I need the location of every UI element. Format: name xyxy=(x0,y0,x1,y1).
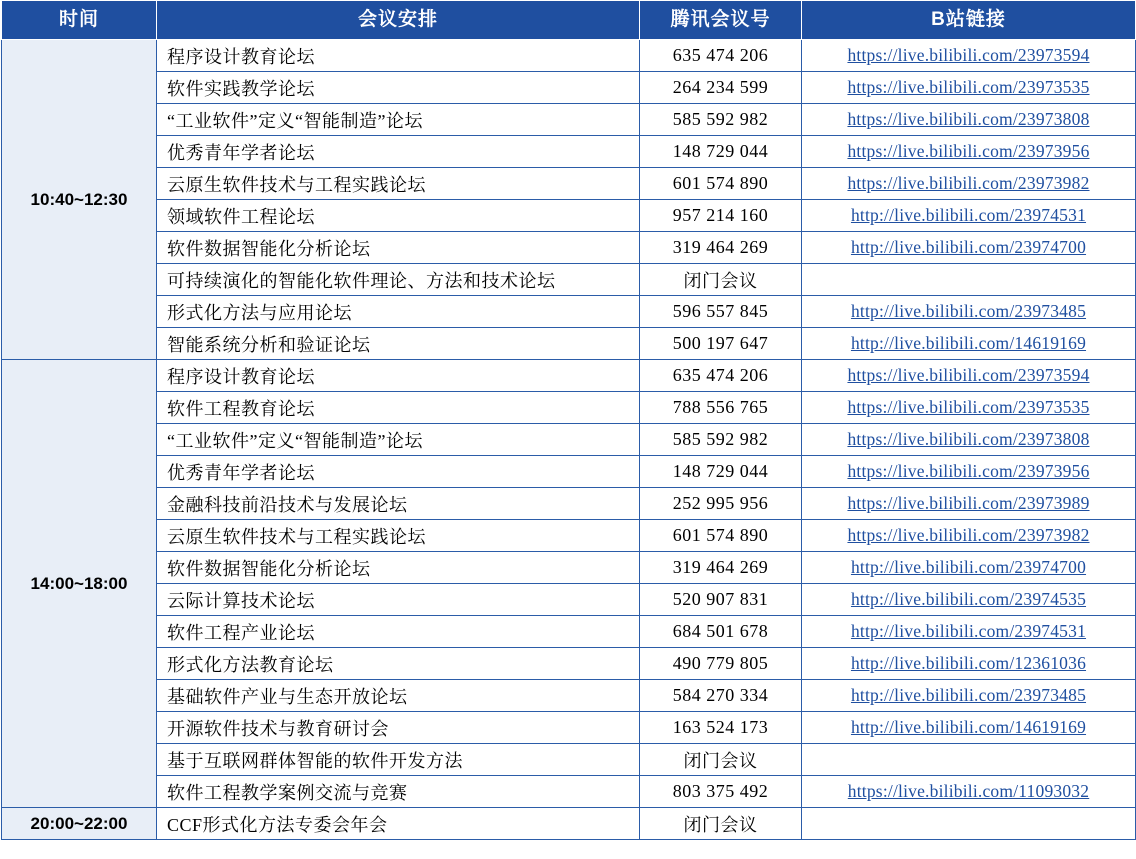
table-row xyxy=(2,104,1136,136)
bilibili-link-cell[interactable] xyxy=(802,72,1136,104)
table-row xyxy=(2,360,1136,392)
table-row xyxy=(2,616,1136,648)
bilibili-link[interactable]: https://live.bilibili.com/23973956 xyxy=(847,461,1090,481)
bilibili-link[interactable]: http://live.bilibili.com/12361036 xyxy=(850,653,1087,673)
bilibili-link-cell[interactable] xyxy=(802,776,1136,808)
bilibili-link-cell[interactable] xyxy=(802,520,1136,552)
bilibili-link[interactable]: https://live.bilibili.com/23973594 xyxy=(847,45,1090,65)
bilibili-link[interactable]: https://live.bilibili.com/23973594 xyxy=(847,365,1090,385)
table-row xyxy=(2,808,1136,840)
bilibili-link[interactable]: http://live.bilibili.com/23974535 xyxy=(850,589,1087,609)
table-row xyxy=(2,552,1136,584)
forum-name-cell: 软件工程教育论坛 xyxy=(157,392,640,424)
table-row xyxy=(2,200,1136,232)
meeting-id-cell: 585 592 982 xyxy=(640,424,802,456)
meeting-id-cell: 闭门会议 xyxy=(640,808,802,840)
meeting-id-cell: 803 375 492 xyxy=(640,776,802,808)
bilibili-link[interactable]: http://live.bilibili.com/23973485 xyxy=(850,301,1087,321)
col-meeting-id: 腾讯会议号 xyxy=(640,1,802,40)
table-row xyxy=(2,456,1136,488)
table-row xyxy=(2,72,1136,104)
bilibili-link-cell[interactable] xyxy=(802,424,1136,456)
bilibili-link-cell[interactable] xyxy=(802,648,1136,680)
bilibili-link-cell xyxy=(802,808,1136,840)
table-body xyxy=(2,40,1136,840)
bilibili-link-cell xyxy=(802,744,1136,776)
meeting-id-cell: 584 270 334 xyxy=(640,680,802,712)
meeting-id-cell: 596 557 845 xyxy=(640,296,802,328)
bilibili-link-cell xyxy=(802,264,1136,296)
meeting-id-cell: 635 474 206 xyxy=(640,40,802,72)
table-row xyxy=(2,392,1136,424)
bilibili-link[interactable]: https://live.bilibili.com/23973808 xyxy=(847,109,1090,129)
forum-name-cell: 程序设计教育论坛 xyxy=(157,360,640,392)
table-row xyxy=(2,328,1136,360)
bilibili-link-cell[interactable] xyxy=(802,328,1136,360)
bilibili-link[interactable]: http://live.bilibili.com/23974531 xyxy=(850,205,1087,225)
forum-name-cell: 程序设计教育论坛 xyxy=(157,40,640,72)
forum-name-cell: 软件工程教学案例交流与竞赛 xyxy=(157,776,640,808)
meeting-id-cell: 148 729 044 xyxy=(640,456,802,488)
forum-name-cell: 云原生软件技术与工程实践论坛 xyxy=(157,520,640,552)
bilibili-link-cell[interactable] xyxy=(802,584,1136,616)
bilibili-link[interactable]: http://live.bilibili.com/14619169 xyxy=(850,717,1087,737)
time-slot-cell: 10:40~12:30 xyxy=(2,40,157,360)
meeting-id-cell: 788 556 765 xyxy=(640,392,802,424)
forum-name-cell: 优秀青年学者论坛 xyxy=(157,456,640,488)
table-row xyxy=(2,520,1136,552)
bilibili-link-cell[interactable] xyxy=(802,40,1136,72)
forum-name-cell: 金融科技前沿技术与发展论坛 xyxy=(157,488,640,520)
table-row xyxy=(2,296,1136,328)
meeting-id-cell: 635 474 206 xyxy=(640,360,802,392)
table-row xyxy=(2,776,1136,808)
bilibili-link[interactable]: https://live.bilibili.com/11093032 xyxy=(847,781,1090,801)
meeting-id-cell: 601 574 890 xyxy=(640,168,802,200)
table-row xyxy=(2,648,1136,680)
meeting-id-cell: 490 779 805 xyxy=(640,648,802,680)
table-row xyxy=(2,744,1136,776)
table-row xyxy=(2,168,1136,200)
bilibili-link-cell[interactable] xyxy=(802,104,1136,136)
meeting-id-cell: 252 995 956 xyxy=(640,488,802,520)
forum-name-cell: 形式化方法教育论坛 xyxy=(157,648,640,680)
meeting-id-cell: 264 234 599 xyxy=(640,72,802,104)
table-row xyxy=(2,264,1136,296)
bilibili-link[interactable]: http://live.bilibili.com/23974700 xyxy=(850,557,1087,577)
bilibili-link-cell[interactable] xyxy=(802,712,1136,744)
bilibili-link-cell[interactable] xyxy=(802,200,1136,232)
col-forum: 会议安排 xyxy=(157,1,640,40)
bilibili-link-cell[interactable] xyxy=(802,296,1136,328)
forum-name-cell: 智能系统分析和验证论坛 xyxy=(157,328,640,360)
bilibili-link[interactable]: https://live.bilibili.com/23973982 xyxy=(847,525,1090,545)
forum-name-cell: 基于互联网群体智能的软件开发方法 xyxy=(157,744,640,776)
table-header xyxy=(2,1,1136,40)
col-bilibili-link: B站链接 xyxy=(802,1,1136,40)
forum-name-cell: 领域软件工程论坛 xyxy=(157,200,640,232)
meeting-id-cell: 闭门会议 xyxy=(640,264,802,296)
forum-name-cell: 云原生软件技术与工程实践论坛 xyxy=(157,168,640,200)
forum-name-cell: 软件工程产业论坛 xyxy=(157,616,640,648)
forum-name-cell: 软件数据智能化分析论坛 xyxy=(157,552,640,584)
bilibili-link-cell[interactable] xyxy=(802,616,1136,648)
bilibili-link[interactable]: https://live.bilibili.com/23973535 xyxy=(847,397,1090,417)
forum-name-cell: 软件数据智能化分析论坛 xyxy=(157,232,640,264)
bilibili-link[interactable]: https://live.bilibili.com/23973808 xyxy=(847,429,1090,449)
forum-name-cell: 开源软件技术与教育研讨会 xyxy=(157,712,640,744)
meeting-id-cell: 闭门会议 xyxy=(640,744,802,776)
bilibili-link-cell[interactable] xyxy=(802,360,1136,392)
table-row xyxy=(2,136,1136,168)
meeting-id-cell: 148 729 044 xyxy=(640,136,802,168)
header-row xyxy=(2,1,1136,40)
table-row xyxy=(2,232,1136,264)
bilibili-link[interactable]: https://live.bilibili.com/23973982 xyxy=(847,173,1090,193)
meeting-id-cell: 601 574 890 xyxy=(640,520,802,552)
table-row xyxy=(2,584,1136,616)
time-slot-cell: 20:00~22:00 xyxy=(2,808,157,840)
forum-name-cell: 优秀青年学者论坛 xyxy=(157,136,640,168)
bilibili-link-cell[interactable] xyxy=(802,232,1136,264)
meeting-id-cell: 163 524 173 xyxy=(640,712,802,744)
forum-name-cell: CCF形式化方法专委会年会 xyxy=(157,808,640,840)
bilibili-link[interactable]: https://live.bilibili.com/23973535 xyxy=(847,77,1090,97)
forum-name-cell: “工业软件”定义“智能制造”论坛 xyxy=(157,424,640,456)
time-slot-cell: 14:00~18:00 xyxy=(2,360,157,808)
bilibili-link[interactable]: http://live.bilibili.com/23974531 xyxy=(850,621,1087,641)
meeting-id-cell: 500 197 647 xyxy=(640,328,802,360)
bilibili-link[interactable]: http://live.bilibili.com/23974700 xyxy=(850,237,1087,257)
forum-name-cell: 基础软件产业与生态开放论坛 xyxy=(157,680,640,712)
meeting-id-cell: 684 501 678 xyxy=(640,616,802,648)
table-row xyxy=(2,40,1136,72)
bilibili-link[interactable]: https://live.bilibili.com/23973956 xyxy=(847,141,1090,161)
meeting-id-cell: 319 464 269 xyxy=(640,552,802,584)
bilibili-link-cell[interactable] xyxy=(802,392,1136,424)
conference-schedule-table xyxy=(1,0,1136,840)
table-row xyxy=(2,424,1136,456)
forum-name-cell: 可持续演化的智能化软件理论、方法和技术论坛 xyxy=(157,264,640,296)
bilibili-link-cell[interactable] xyxy=(802,456,1136,488)
bilibili-link[interactable]: https://live.bilibili.com/23973989 xyxy=(847,493,1090,513)
forum-name-cell: “工业软件”定义“智能制造”论坛 xyxy=(157,104,640,136)
bilibili-link[interactable]: http://live.bilibili.com/14619169 xyxy=(850,333,1087,353)
meeting-id-cell: 957 214 160 xyxy=(640,200,802,232)
bilibili-link-cell[interactable] xyxy=(802,136,1136,168)
col-time: 时间 xyxy=(2,1,157,40)
table-row xyxy=(2,680,1136,712)
bilibili-link-cell[interactable] xyxy=(802,168,1136,200)
bilibili-link[interactable]: http://live.bilibili.com/23973485 xyxy=(850,685,1087,705)
meeting-id-cell: 319 464 269 xyxy=(640,232,802,264)
forum-name-cell: 软件实践教学论坛 xyxy=(157,72,640,104)
bilibili-link-cell[interactable] xyxy=(802,680,1136,712)
table-row xyxy=(2,488,1136,520)
meeting-id-cell: 585 592 982 xyxy=(640,104,802,136)
meeting-id-cell: 520 907 831 xyxy=(640,584,802,616)
forum-name-cell: 云际计算技术论坛 xyxy=(157,584,640,616)
forum-name-cell: 形式化方法与应用论坛 xyxy=(157,296,640,328)
bilibili-link-cell[interactable] xyxy=(802,552,1136,584)
bilibili-link-cell[interactable] xyxy=(802,488,1136,520)
table-row xyxy=(2,712,1136,744)
